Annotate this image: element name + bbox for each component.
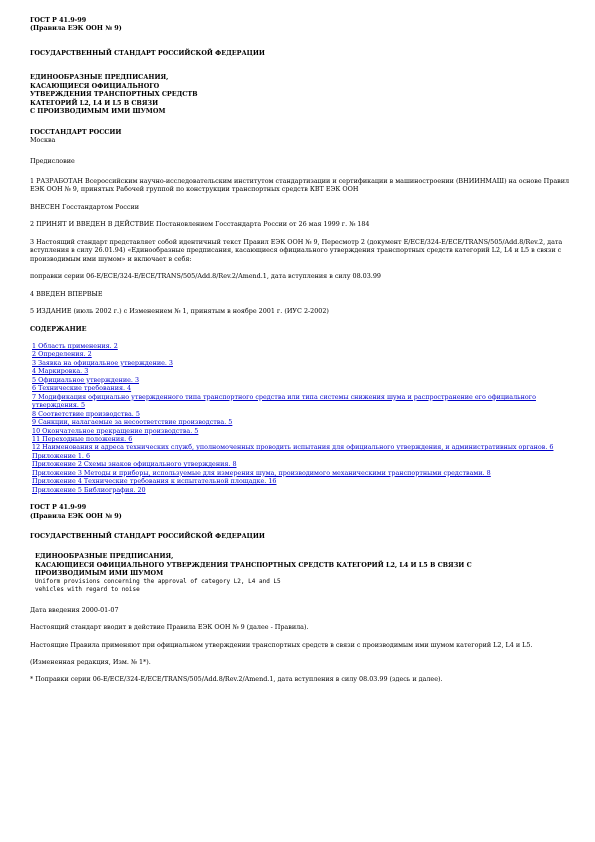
toc-link[interactable]: Приложение 1. 6 [32, 451, 91, 460]
toc-link[interactable]: Приложение 4 Технические требования к испытательной площадке. 16 [32, 477, 277, 486]
toc-link[interactable]: 1 Область применения. 2 [32, 341, 118, 350]
document-page [30, 16, 570, 684]
preface-paragraph: 1 РАЗРАБОТАН Всероссийским научно-исследовательским институтом стандартизации и сертификации в машиностроении (ВНИИНМАШ) на основе Правил ЕЭК ООН № 9, принятых Рабочей группой по конструкции транспортных средств КВТ ЕЭК ООН [30, 176, 570, 194]
amendment-note: (Измененная редакция, Изм. № 1*). [30, 658, 151, 667]
preface-label: Предисловие [30, 156, 75, 165]
contents-heading: СОДЕРЖАНИЕ [30, 324, 87, 333]
state-standard-heading: ГОСУДАРСТВЕННЫЙ СТАНДАРТ РОССИЙСКОЙ ФЕДЕРАЦИИ [30, 532, 265, 541]
publisher: ГОССТАНДАРТ РОССИИ [30, 127, 122, 136]
toc-link[interactable]: 3 Заявка на официальное утверждение. 3 [32, 358, 173, 367]
title-line: УТВЕРЖДЕНИЯ ТРАНСПОРТНЫХ СРЕДСТВ [30, 90, 198, 99]
toc-link[interactable]: Приложение 2 Схемы знаков официального утверждения. 8 [32, 460, 237, 469]
english-title-line: Uniform provisions concerning the approval of category L2, L4 and L5 [35, 577, 281, 585]
introduction-date: Дата введения 2000-01-07 [30, 605, 119, 614]
standard-number: ГОСТ Р 41.9-99 [30, 503, 87, 512]
toc-link[interactable]: 5 Официальное утверждение. 3 [32, 375, 140, 384]
preface-paragraph: 2 ПРИНЯТ И ВВЕДЕН В ДЕЙСТВИЕ Постановлением Госстандарта России от 26 мая 1999 г. № 184 [30, 220, 370, 229]
title-line: ЕДИНООБРАЗНЫЕ ПРЕДПИСАНИЯ, [30, 73, 169, 82]
standard-reference: (Правила ЕЭК ООН № 9) [30, 24, 122, 33]
table-of-contents [32, 342, 570, 494]
english-title-line: vehicles with regard to noise [35, 585, 140, 593]
body-paragraph: Настоящие Правила применяют при официальном утверждении транспортных средств в связи с производимым ими шумом категорий L2, L4 и L5. [30, 640, 533, 649]
document-title [35, 552, 570, 593]
toc-link[interactable]: 4 Маркировка. 3 [32, 367, 89, 376]
toc-link[interactable]: 8 Соответствие производства. 5 [32, 409, 140, 418]
title-line: С ПРОИЗВОДИМЫМ ИМИ ШУМОМ [30, 107, 166, 116]
city: Москва [30, 136, 56, 145]
document-title [30, 73, 570, 115]
toc-link[interactable]: 9 Санкции, налагаемые за несоответствие производства. 5 [32, 418, 233, 427]
toc-link[interactable]: 2 Определения. 2 [32, 350, 92, 359]
standard-reference: (Правила ЕЭК ООН № 9) [30, 511, 122, 520]
preface-paragraph: 4 ВВЕДЕН ВПЕРВЫЕ [30, 289, 103, 298]
toc-link[interactable]: 12 Наименования и адреса технических служб, уполномоченных проводить испытания для официального утверждения, и административных органов. 6 [32, 443, 554, 452]
title-line: КАТЕГОРИЙ L2, L4 И L5 В СВЯЗИ [30, 98, 159, 107]
toc-link[interactable]: 10 Окончательное прекращение производства. 5 [32, 426, 199, 435]
standard-number: ГОСТ Р 41.9-99 [30, 16, 87, 24]
footnote: * Поправки серии 06-E/ECE/324-E/ECE/TRANS/505/Add.8/Rev.2/Amend.1, дата вступления в силу 08.03.99 (здесь и далее). [30, 675, 443, 684]
preface-paragraph: ВНЕСЕН Госстандартом России [30, 202, 139, 211]
preface-paragraph: 5 ИЗДАНИЕ (июль 2002 г.) с Изменением № 1, принятым в ноябре 2001 г. (ИУС 2-2002) [30, 307, 329, 316]
toc-link[interactable]: 6 Технические требования. 4 [32, 384, 132, 393]
toc-link[interactable]: 7 Модификация официально утвержденного типа транспортного средства или типа системы снижения шума и распространение его официального утверждения. 5 [32, 392, 536, 410]
title-line: ПРОИЗВОДИМЫМ ИМИ ШУМОМ [35, 569, 164, 578]
body-paragraph: Настоящий стандарт вводит в действие Правила ЕЭК ООН № 9 (далее - Правила). [30, 623, 309, 632]
title-line: КАСАЮЩИЕСЯ ОФИЦИАЛЬНОГО УТВЕРЖДЕНИЯ ТРАНСПОРТНЫХ СРЕДСТВ КАТЕГОРИЙ L2, L4 И L5 В СВЯЗИ С [35, 560, 472, 569]
toc-link[interactable]: 11 Переходные положения. 6 [32, 434, 133, 443]
toc-link[interactable]: Приложение 5 Библиография. 20 [32, 485, 146, 494]
title-line: КАСАЮЩИЕСЯ ОФИЦИАЛЬНОГО [30, 81, 160, 90]
preface-paragraph: поправки серии 06-E/ECE/324-E/ECE/TRANS/505/Add.8/Rev.2/Amend.1, дата вступления в силу 08.03.99 [30, 272, 381, 281]
toc-link[interactable]: Приложение 3 Методы и приборы, используемые для измерения шума, производимого механическими транспортными средствами. 8 [32, 468, 491, 477]
title-line: ЕДИНООБРАЗНЫЕ ПРЕДПИСАНИЯ, [35, 552, 174, 561]
state-standard-heading: ГОСУДАРСТВЕННЫЙ СТАНДАРТ РОССИЙСКОЙ ФЕДЕРАЦИИ [30, 48, 265, 57]
preface-paragraph: 3 Настоящий стандарт представляет собой идентичный текст Правил ЕЭК ООН № 9, Пересмотр 2 (документ E/ECE/324-E/ECE/TRANS/505/Add.8/Rev.2, дата вступления в силу 26.01.94) «Единообразные предписания, касающиеся официального утверждения транспортных средств категорий L2, L4 и L5 в связи с производимым ими шумом» и включает в себя: [30, 237, 563, 263]
